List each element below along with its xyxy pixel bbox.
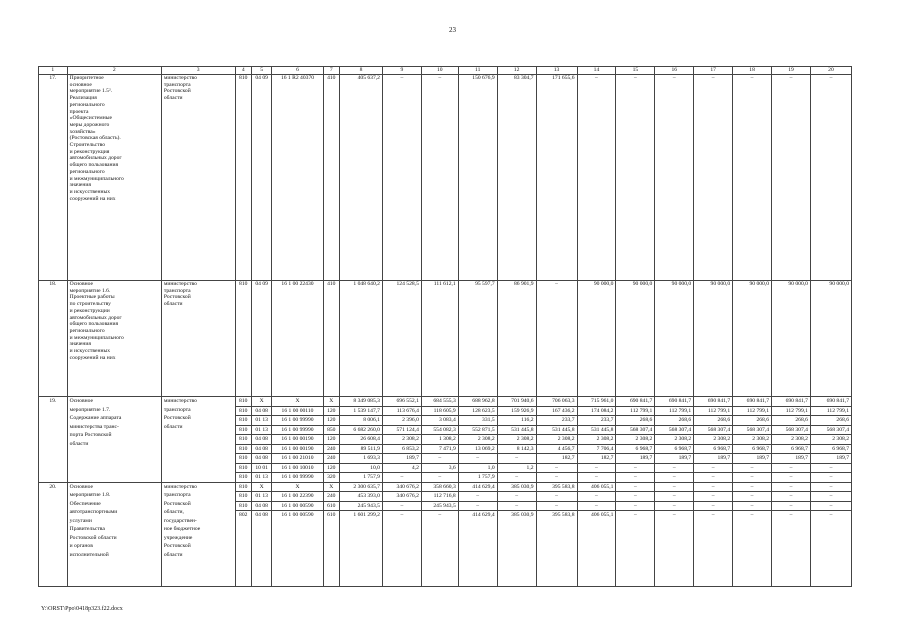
amount-cell: 268,6 [810, 416, 851, 426]
amount-cell: 150 676,9 [458, 75, 497, 281]
amount-cell: 182,7 [536, 454, 577, 464]
amount-cell: – [616, 492, 655, 502]
amount-cell: 706 063,3 [536, 397, 577, 407]
amount-cell: – [733, 75, 772, 281]
amount-cell: 690 841,7 [694, 397, 733, 407]
budget-code-cell: 810 [235, 454, 251, 464]
budget-code-cell: X [251, 482, 271, 492]
column-header: 8 [339, 67, 382, 75]
amount-cell: – [810, 501, 851, 511]
column-header: 15 [616, 67, 655, 75]
amount-cell: 90 000,0 [694, 281, 733, 397]
amount-cell: – [810, 463, 851, 473]
amount-cell: 7 471,9 [421, 444, 458, 454]
budget-code-cell: 16 1 00 00110 [272, 406, 323, 416]
amount-cell: – [497, 501, 536, 511]
amount-cell: 406 055,1 [577, 482, 616, 492]
amount-cell: 171 655,6 [536, 75, 577, 281]
amount-cell: 531 445,8 [497, 425, 536, 435]
table-row [39, 75, 852, 281]
amount-cell: 10,0 [339, 463, 382, 473]
budget-code-cell: 04 08 [251, 444, 271, 454]
column-header: 13 [536, 67, 577, 75]
amount-cell: – [536, 501, 577, 511]
amount-cell: 112 799,1 [810, 406, 851, 416]
amount-cell: 2 308,2 [497, 435, 536, 445]
amount-cell: 8 349 085,3 [339, 397, 382, 407]
column-header: 2 [67, 67, 161, 75]
amount-cell: – [810, 75, 851, 281]
budget-code-cell: 240 [323, 492, 339, 502]
activity-name: Основное мероприятие 1.7. Содержание аппарата министерства транс- порта Ростовской области [67, 397, 161, 483]
amount-cell: 1 693,3 [339, 454, 382, 464]
amount-cell: – [655, 492, 694, 502]
amount-cell: 2 308,2 [458, 435, 497, 445]
budget-code-cell: 16 1 00 00590 [272, 511, 323, 587]
amount-cell: 86 901,9 [497, 281, 536, 397]
amount-cell: 174 084,2 [577, 406, 616, 416]
column-header: 7 [323, 67, 339, 75]
amount-cell: 128 623,5 [458, 406, 497, 416]
amount-cell: – [616, 473, 655, 483]
amount-cell: 111 612,1 [421, 281, 458, 397]
activity-name: Основное мероприятие 1.6. Проектные работы по строительству и реконструкции автомобильных дорог общего пользования регионального и межмуниципального значения и искусственных сооружений на них [67, 281, 161, 397]
amount-cell: 245 943,5 [339, 501, 382, 511]
amount-cell: 6 968,7 [694, 444, 733, 454]
amount-cell: – [655, 463, 694, 473]
amount-cell: 6 968,7 [810, 444, 851, 454]
amount-cell: 113 676,4 [382, 406, 421, 416]
executor: министерство транспорта Ростовской области [161, 397, 235, 483]
amount-cell: – [655, 482, 694, 492]
amount-cell: – [458, 501, 497, 511]
amount-cell: – [810, 473, 851, 483]
budget-code-cell: 810 [235, 444, 251, 454]
amount-cell: 1 757,9 [339, 473, 382, 483]
budget-code-cell: X [272, 397, 323, 407]
amount-cell: – [577, 473, 616, 483]
amount-cell: 118 605,9 [421, 406, 458, 416]
column-header: 18 [733, 67, 772, 75]
column-header: 6 [272, 67, 323, 75]
amount-cell: – [497, 492, 536, 502]
amount-cell: – [382, 75, 421, 281]
amount-cell: 268,6 [733, 416, 772, 426]
amount-cell: 112 799,1 [733, 406, 772, 416]
budget-code-cell: 850 [323, 425, 339, 435]
amount-cell: – [577, 492, 616, 502]
amount-cell: – [382, 473, 421, 483]
budget-code-cell: 810 [235, 501, 251, 511]
amount-cell: – [772, 75, 811, 281]
budget-code-cell: 01 13 [251, 425, 271, 435]
amount-cell: 89 511,9 [339, 444, 382, 454]
amount-cell: 112 799,1 [694, 406, 733, 416]
amount-cell: 90 000,0 [733, 281, 772, 397]
amount-cell: 2 308,2 [772, 435, 811, 445]
budget-code-cell: 16 1 00 99990 [272, 416, 323, 426]
amount-cell: – [733, 473, 772, 483]
budget-code-cell: 120 [323, 406, 339, 416]
amount-cell: 6 968,7 [616, 444, 655, 454]
amount-cell: – [497, 473, 536, 483]
amount-cell: 7 706,4 [577, 444, 616, 454]
amount-cell: 385 030,9 [497, 482, 536, 492]
amount-cell: 2 308,2 [655, 435, 694, 445]
amount-cell: – [694, 501, 733, 511]
amount-cell: 690 841,7 [655, 397, 694, 407]
amount-cell: – [733, 482, 772, 492]
column-header: 11 [458, 67, 497, 75]
amount-cell: – [616, 75, 655, 281]
amount-cell: – [772, 511, 811, 587]
amount-cell: – [421, 511, 458, 587]
page-number: 23 [449, 26, 456, 34]
amount-cell: – [694, 511, 733, 587]
amount-cell: 2 308,2 [616, 435, 655, 445]
amount-cell: 116,2 [497, 416, 536, 426]
amount-cell: 696 552,1 [382, 397, 421, 407]
amount-cell: – [536, 281, 577, 397]
budget-code-cell: 04 08 [251, 406, 271, 416]
budget-code-cell: 16 1 00 10010 [272, 463, 323, 473]
amount-cell: 3,6 [421, 463, 458, 473]
budget-code-cell: 01 13 [251, 416, 271, 426]
amount-cell: 715 961,0 [577, 397, 616, 407]
amount-cell: – [655, 511, 694, 587]
column-header: 12 [497, 67, 536, 75]
amount-cell: 2 308,2 [733, 435, 772, 445]
budget-code-cell: 01 13 [251, 473, 271, 483]
budget-code-cell: 810 [235, 492, 251, 502]
amount-cell: 414 629,4 [458, 482, 497, 492]
budget-code-cell: 240 [323, 454, 339, 464]
budget-code-cell: 04 08 [251, 511, 271, 587]
budget-code-cell: 810 [235, 463, 251, 473]
budget-code-cell: 810 [235, 435, 251, 445]
amount-cell: 189,7 [694, 454, 733, 464]
amount-cell: 531 445,8 [577, 425, 616, 435]
budget-code-cell: X [272, 482, 323, 492]
amount-cell: 268,6 [655, 416, 694, 426]
amount-cell: 406 055,1 [577, 511, 616, 587]
amount-cell: 531 445,8 [536, 425, 577, 435]
amount-cell: – [655, 501, 694, 511]
amount-cell: – [382, 511, 421, 587]
table-row [39, 397, 852, 407]
budget-code-cell: 810 [235, 482, 251, 492]
amount-cell: – [694, 492, 733, 502]
amount-cell: 568 307,4 [733, 425, 772, 435]
column-header: 16 [655, 67, 694, 75]
amount-cell: 3 083,4 [421, 416, 458, 426]
budget-code-cell: 120 [323, 416, 339, 426]
amount-cell: 2 308,2 [694, 435, 733, 445]
amount-cell: 189,7 [382, 454, 421, 464]
amount-cell: 189,7 [733, 454, 772, 464]
amount-cell: 405 637,2 [339, 75, 382, 281]
executor: министерство транспорта Ростовской области [161, 75, 235, 281]
amount-cell: 182,7 [577, 454, 616, 464]
footer-file-path: Y:\ORST\Ppo\0418p323.f22.docx [41, 606, 123, 612]
amount-cell: 684 555,3 [421, 397, 458, 407]
amount-cell: – [733, 463, 772, 473]
amount-cell: 83 304,7 [497, 75, 536, 281]
amount-cell: 688 962,8 [458, 397, 497, 407]
budget-code-cell: 16 1 00 99990 [272, 473, 323, 483]
amount-cell: 2 308,2 [577, 435, 616, 445]
amount-cell: 414 629,4 [458, 511, 497, 587]
amount-cell: 1,2 [497, 463, 536, 473]
amount-cell: – [616, 482, 655, 492]
table-row [39, 281, 852, 397]
amount-cell: – [694, 482, 733, 492]
amount-cell: 233,7 [577, 416, 616, 426]
amount-cell: – [421, 75, 458, 281]
budget-code-cell: 16 1 00 00190 [272, 435, 323, 445]
amount-cell: 701 940,6 [497, 397, 536, 407]
amount-cell: 358 660,3 [421, 482, 458, 492]
budget-code-cell: X [251, 397, 271, 407]
amount-cell: – [536, 463, 577, 473]
table-row [39, 482, 852, 492]
budget-code-cell: 04 09 [251, 75, 271, 281]
amount-cell: 554 082,3 [421, 425, 458, 435]
amount-cell: – [694, 75, 733, 281]
budget-code-cell: 04 08 [251, 454, 271, 464]
budget-code-cell: 120 [323, 435, 339, 445]
budget-code-cell: 16 1 00 21010 [272, 454, 323, 464]
amount-cell: 2 308,2 [382, 435, 421, 445]
amount-cell: 340 676,2 [382, 492, 421, 502]
amount-cell: 6 853,2 [382, 444, 421, 454]
budget-code-cell: 410 [323, 281, 339, 397]
amount-cell: 112 799,1 [616, 406, 655, 416]
amount-cell: – [577, 501, 616, 511]
column-header: 1 [39, 67, 68, 75]
budget-code-cell: 610 [323, 511, 339, 587]
budget-code-cell: 810 [235, 406, 251, 416]
budget-code-cell: 810 [235, 416, 251, 426]
amount-cell: – [616, 511, 655, 587]
amount-cell: – [810, 511, 851, 587]
budget-code-cell: 810 [235, 473, 251, 483]
column-header: 20 [810, 67, 851, 75]
budget-code-cell: 610 [323, 501, 339, 511]
amount-cell: – [772, 501, 811, 511]
budget-code-cell: 320 [323, 473, 339, 483]
amount-cell: 90 000,0 [810, 281, 851, 397]
header-row [39, 67, 852, 75]
amount-cell: 8 142,3 [497, 444, 536, 454]
amount-cell: 112 799,1 [655, 406, 694, 416]
amount-cell: 690 841,7 [810, 397, 851, 407]
amount-cell: 1 601 299,2 [339, 511, 382, 587]
amount-cell: 331,5 [458, 416, 497, 426]
amount-cell: 268,6 [694, 416, 733, 426]
amount-cell: 189,7 [810, 454, 851, 464]
row-number: 17. [39, 75, 68, 281]
budget-code-cell: 16 1 00 22430 [272, 281, 323, 397]
amount-cell: 189,7 [772, 454, 811, 464]
amount-cell: – [382, 501, 421, 511]
budget-code-cell: 16 1 00 00190 [272, 444, 323, 454]
amount-cell: 4,2 [382, 463, 421, 473]
amount-cell: 233,7 [536, 416, 577, 426]
budget-code-cell: 16 1 R2 40370 [272, 75, 323, 281]
budget-code-cell: 16 1 00 99990 [272, 425, 323, 435]
amount-cell: 385 030,9 [497, 511, 536, 587]
column-header: 17 [694, 67, 733, 75]
amount-cell: 340 676,2 [382, 482, 421, 492]
amount-cell: – [577, 463, 616, 473]
amount-cell: 6 682 260,0 [339, 425, 382, 435]
budget-code-cell: 10 01 [251, 463, 271, 473]
amount-cell: – [733, 511, 772, 587]
amount-cell: 6 968,7 [772, 444, 811, 454]
amount-cell: – [733, 492, 772, 502]
amount-cell: – [772, 492, 811, 502]
amount-cell: 395 583,8 [536, 511, 577, 587]
amount-cell: 1,0 [458, 463, 497, 473]
budget-code-cell: 16 1 00 22390 [272, 492, 323, 502]
amount-cell: 124 528,5 [382, 281, 421, 397]
amount-cell: 189,7 [655, 454, 694, 464]
amount-cell: 568 307,4 [772, 425, 811, 435]
amount-cell: – [772, 463, 811, 473]
amount-cell: 568 307,4 [694, 425, 733, 435]
amount-cell: 1 539 147,7 [339, 406, 382, 416]
budget-code-cell: X [323, 482, 339, 492]
amount-cell: – [421, 473, 458, 483]
amount-cell: 6 968,7 [733, 444, 772, 454]
amount-cell: – [536, 473, 577, 483]
amount-cell: 568 307,4 [616, 425, 655, 435]
amount-cell: 268,6 [772, 416, 811, 426]
budget-code-cell: 810 [235, 75, 251, 281]
column-header: 4 [235, 67, 251, 75]
amount-cell: 571 124,4 [382, 425, 421, 435]
budget-code-cell: 810 [235, 397, 251, 407]
amount-cell: 568 307,4 [655, 425, 694, 435]
column-header: 14 [577, 67, 616, 75]
budget-code-cell: 04 09 [251, 281, 271, 397]
budget-code-cell: 04 08 [251, 435, 271, 445]
amount-cell: 552 871,5 [458, 425, 497, 435]
amount-cell: 90 000,0 [616, 281, 655, 397]
budget-code-cell: 240 [323, 444, 339, 454]
amount-cell: – [810, 492, 851, 502]
amount-cell: – [577, 75, 616, 281]
amount-cell: – [655, 75, 694, 281]
amount-cell: – [616, 463, 655, 473]
amount-cell: 2 308,2 [810, 435, 851, 445]
amount-cell: 2 396,0 [382, 416, 421, 426]
budget-table [38, 66, 852, 587]
amount-cell: 690 841,7 [772, 397, 811, 407]
column-header: 5 [251, 67, 271, 75]
amount-cell: 90 000,0 [772, 281, 811, 397]
amount-cell: 159 926,9 [497, 406, 536, 416]
amount-cell: 112 799,1 [772, 406, 811, 416]
budget-code-cell: X [323, 397, 339, 407]
amount-cell: – [497, 454, 536, 464]
amount-cell: 167 436,2 [536, 406, 577, 416]
row-number: 18. [39, 281, 68, 397]
amount-cell: 1 308,2 [421, 435, 458, 445]
row-number: 20. [39, 482, 68, 587]
table-body [39, 75, 852, 587]
amount-cell: 189,7 [616, 454, 655, 464]
column-header: 9 [382, 67, 421, 75]
activity-name: Основное мероприятие 1.8. Обеспечение автотранспортными услугами Правительства Ростовской области и органов исполнительной [67, 482, 161, 587]
amount-cell: – [655, 473, 694, 483]
executor: министерство транспорта Ростовской области, государствен- ное бюджетное учреждение Ростовской области [161, 482, 235, 587]
amount-cell: – [694, 473, 733, 483]
budget-code-cell: 810 [235, 281, 251, 397]
amount-cell: 13 069,2 [458, 444, 497, 454]
amount-cell: – [536, 492, 577, 502]
budget-code-cell: 810 [235, 425, 251, 435]
amount-cell: – [421, 454, 458, 464]
amount-cell: – [694, 463, 733, 473]
column-header: 3 [161, 67, 235, 75]
amount-cell: 4 456,7 [536, 444, 577, 454]
amount-cell: 112 716,8 [421, 492, 458, 502]
amount-cell: 395 583,8 [536, 482, 577, 492]
budget-code-cell: 120 [323, 463, 339, 473]
amount-cell: 568 307,4 [810, 425, 851, 435]
column-header: 10 [421, 67, 458, 75]
amount-cell: 453 393,0 [339, 492, 382, 502]
amount-cell: 6 968,7 [655, 444, 694, 454]
executor: министерство транспорта Ростовской области [161, 281, 235, 397]
budget-code-cell: 04 08 [251, 501, 271, 511]
budget-code-cell: 16 1 00 00590 [272, 501, 323, 511]
amount-cell: 95 597,7 [458, 281, 497, 397]
amount-cell: 1 048 640,2 [339, 281, 382, 397]
budget-code-cell: 802 [235, 511, 251, 587]
amount-cell: 690 841,7 [616, 397, 655, 407]
amount-cell: 90 000,0 [577, 281, 616, 397]
amount-cell: 690 841,7 [733, 397, 772, 407]
budget-code-cell: 410 [323, 75, 339, 281]
amount-cell: 1 757,9 [458, 473, 497, 483]
activity-name: Приоритетное основное мероприятие 1.5². Реализация регионального проекта «Общесистемные меры дорожного хозяйства» (Ростовская область). Строительство и реконструкция автомобильных дорог общего пользования регионального и межмуниципального значения и искусственных сооружений на них [67, 75, 161, 281]
amount-cell: – [810, 482, 851, 492]
amount-cell: – [733, 501, 772, 511]
amount-cell: 2 300 635,7 [339, 482, 382, 492]
row-number: 19. [39, 397, 68, 483]
amount-cell: – [772, 473, 811, 483]
amount-cell: 26 608,4 [339, 435, 382, 445]
amount-cell: – [458, 454, 497, 464]
budget-code-cell: 01 13 [251, 492, 271, 502]
amount-cell: 268,6 [616, 416, 655, 426]
column-header: 19 [772, 67, 811, 75]
amount-cell: 245 943,5 [421, 501, 458, 511]
amount-cell: – [458, 492, 497, 502]
amount-cell: – [772, 482, 811, 492]
amount-cell: 8 006,1 [339, 416, 382, 426]
amount-cell: 2 308,2 [536, 435, 577, 445]
amount-cell: 90 000,0 [655, 281, 694, 397]
amount-cell: – [616, 501, 655, 511]
